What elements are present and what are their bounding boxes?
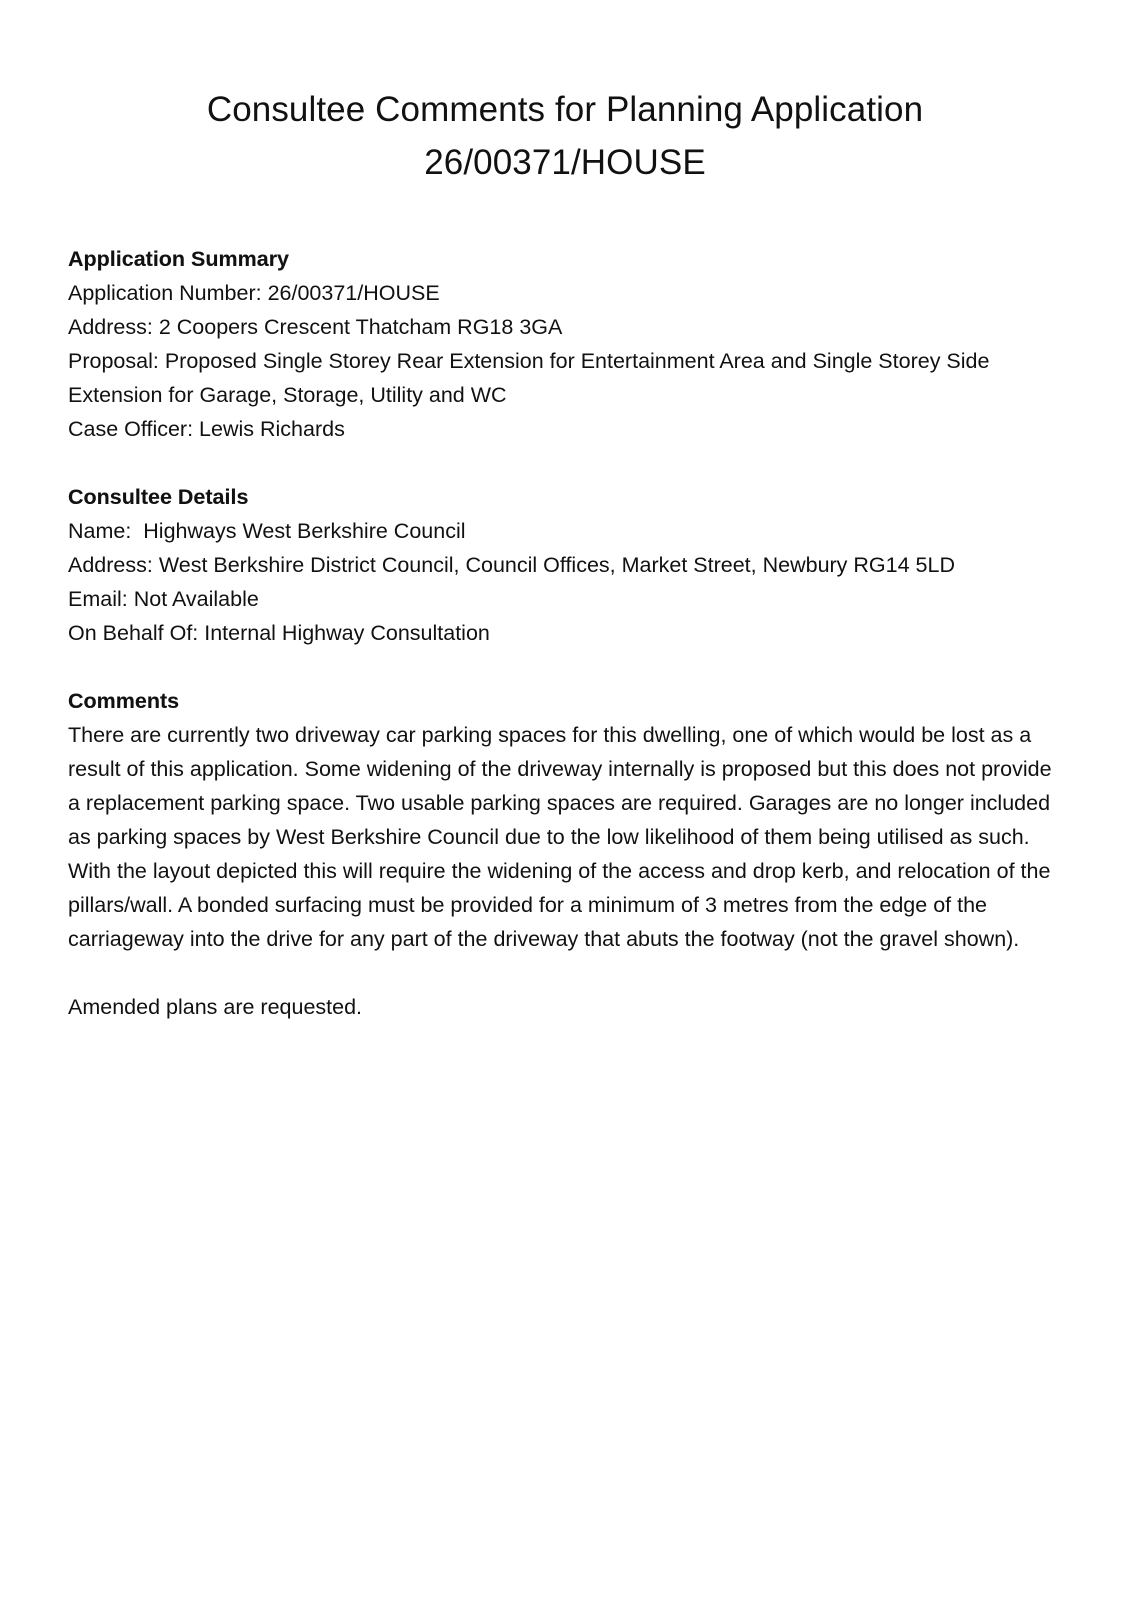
application-number-value: 26/00371/HOUSE [267, 281, 440, 305]
application-number-label: Application Number: [68, 281, 268, 305]
application-address-label: Address: [68, 315, 159, 339]
comments-heading: Comments [68, 689, 180, 713]
case-officer-row [68, 412, 1062, 446]
application-number-row [68, 276, 1062, 310]
title-line-2: 26/00371/HOUSE [424, 143, 706, 182]
application-summary-heading: Application Summary [68, 247, 290, 271]
on-behalf-of-label: On Behalf Of: [68, 621, 205, 645]
comments-body: There are currently two driveway car parking spaces for this dwelling, one of which would be lost as a result of this application. Some widening of the driveway internally is proposed but this does not provide a replacement parking space. Two usable parking spaces are required. Garages are no longer included as parking spaces by West Berkshire Council due to the low likelihood of them being utilised as such. With the layout depicted this will require the widening of the access and drop kerb, and relocation of the pillars/wall. A bonded surfacing must be provided for a minimum of 3 metres from the edge of the carriageway into the drive for any part of the driveway that abuts the footway (not the gravel shown). [68, 723, 1052, 951]
proposal-row [68, 344, 1062, 412]
case-officer-value: Lewis Richards [199, 417, 345, 441]
application-address-value: 2 Coopers Crescent Thatcham RG18 3GA [158, 315, 563, 339]
proposal-value: Proposed Single Storey Rear Extension for Entertainment Area and Single Storey Side Extension for Garage, Storage, Utility and WC [68, 349, 990, 407]
comments-section [68, 684, 1062, 1024]
title-line-1: Consultee Comments for Planning Application [206, 90, 924, 129]
proposal-label: Proposal: [68, 349, 165, 373]
case-officer-label: Case Officer: [68, 417, 200, 441]
consultee-name-row [68, 514, 1062, 548]
consultee-email-label: Email: [68, 587, 134, 611]
comments-closing: Amended plans are requested. [68, 995, 363, 1019]
consultee-name-value: Highways West Berkshire Council [143, 519, 466, 543]
consultee-address-value: West Berkshire District Council, Council Offices, Market Street, Newbury RG14 5LD [158, 553, 955, 577]
consultee-details-heading: Consultee Details [68, 485, 249, 509]
consultee-email-row [68, 582, 1062, 616]
application-summary-section [68, 242, 1062, 446]
consultee-details-section [68, 480, 1062, 650]
consultee-address-label: Address: [68, 553, 159, 577]
consultee-address-row [68, 548, 1062, 582]
consultee-email-value: Not Available [133, 587, 259, 611]
consultee-name-label: Name: [68, 519, 144, 543]
page-title [68, 0, 1062, 189]
application-address-row [68, 310, 1062, 344]
on-behalf-of-value: Internal Highway Consultation [204, 621, 490, 645]
on-behalf-of-row [68, 616, 1062, 650]
